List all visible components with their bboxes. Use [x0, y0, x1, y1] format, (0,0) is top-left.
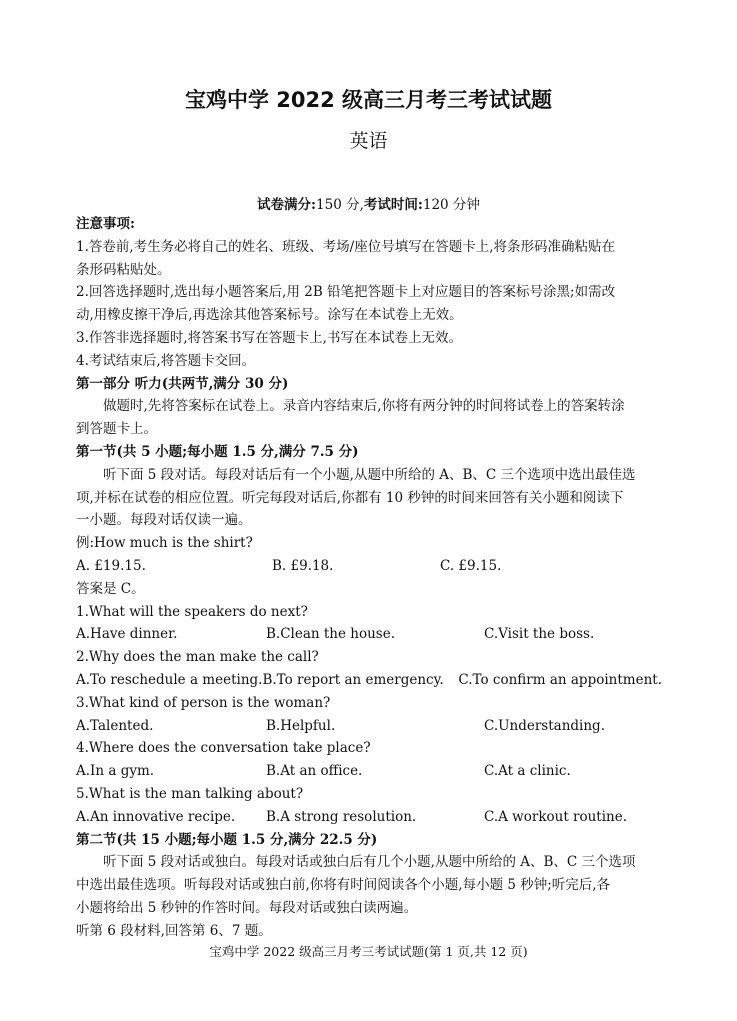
note-2-line-2: 动,用橡皮擦干净后,再选涂其他答案标号。涂写在本试卷上无效。 [76, 307, 463, 324]
question-3-options [76, 715, 662, 738]
question-4-options [76, 760, 662, 783]
section2-heading: 第二节(共 15 小题;每小题 1.5 分,满分 22.5 分) [76, 831, 378, 848]
question-2-option-b: B.To report an emergency. [262, 671, 444, 688]
question-1-option-a: A.Have dinner. [76, 626, 178, 643]
note-2-line-1: 2.回答选择题时,选出每小题答案后,用 2B 铅笔把答题卡上对应题目的答案标号涂黑;如需改 [76, 284, 616, 301]
section1-heading: 第一节(共 5 小题;每小题 1.5 分,满分 7.5 分) [76, 443, 359, 460]
subject-title: 英语 [349, 130, 388, 152]
question-3-option-a: A.Talented. [76, 717, 154, 734]
example-options [76, 555, 662, 578]
question-2: 2.Why does the man make the call? [76, 649, 319, 666]
question-1: 1.What will the speakers do next? [76, 603, 308, 620]
section2-intro-line-2: 中选出最佳选项。听每段对话或独白前,你将有时间阅读各个小题,每小题 5 秒钟;听完后,各 [76, 877, 611, 894]
section1-intro-line-1: 听下面 5 段对话。每段对话后有一个小题,从题中所给的 A、B、C 三个选项中选出最佳选 [103, 466, 636, 483]
part1-heading: 第一部分 听力(共两节,满分 30 分) [76, 375, 289, 392]
part1-intro-line-1: 做题时,先将答案标在试卷上。录音内容结束后,你将有两分钟的时间将试卷上的答案转涂 [103, 398, 625, 415]
time-value: 120 分钟 [422, 197, 480, 213]
question-1-option-c: C.Visit the boss. [484, 626, 595, 643]
question-2-option-a: A.To reschedule a meeting. [76, 671, 263, 688]
question-3-option-b: B.Helpful. [266, 717, 336, 734]
note-4: 4.考试结束后,将答题卡交回。 [76, 352, 256, 369]
question-4-option-c: C.At a clinic. [484, 763, 571, 780]
example-answer: 答案是 C。 [76, 580, 145, 597]
exam-meta [0, 193, 737, 213]
section1-intro-line-2: 项,并标在试卷的相应位置。听完每段对话后,你都有 10 秒钟的时间来回答有关小题和阅读下 [76, 489, 624, 506]
section1-intro-line-3: 一小题。每段对话仅读一遍。 [76, 512, 252, 529]
page-footer: 宝鸡中学 2022 级高三月考三考试试题(第 1 页,共 12 页) [209, 944, 528, 959]
listen-material-6: 听第 6 段材料,回答第 6、7 题。 [76, 922, 272, 939]
question-1-options [76, 623, 662, 646]
notes-heading: 注意事项: [76, 216, 135, 232]
question-5-option-a: A.An innovative recipe. [76, 808, 236, 825]
question-5: 5.What is the man talking about? [76, 785, 304, 802]
exam-title: 宝鸡中学 2022 级高三月考三考试试题 [184, 88, 553, 112]
note-1-line-1: 1.答卷前,考生务必将自己的姓名、班级、考场/座位号填写在答题卡上,将条形码准确粘贴在 [76, 238, 616, 255]
question-5-option-b: B.A strong resolution. [266, 808, 417, 825]
example-option-c: C. £9.15. [440, 557, 502, 574]
question-3-option-c: C.Understanding. [484, 717, 605, 734]
exam-body [76, 213, 662, 943]
question-2-option-c: C.To confirm an appointment. [458, 671, 662, 688]
question-2-options [76, 669, 662, 692]
question-5-options [76, 806, 662, 829]
example-question: 例:How much is the shirt? [76, 535, 253, 552]
question-4: 4.Where does the conversation take place? [76, 740, 371, 757]
full-score-label: 试卷满分: [257, 197, 317, 213]
full-score-value: 150 分, [316, 197, 364, 213]
question-4-option-a: A.In a gym. [76, 763, 155, 780]
question-5-option-c: C.A workout routine. [484, 808, 628, 825]
time-label: 考试时间: [363, 197, 423, 213]
question-3: 3.What kind of person is the woman? [76, 694, 331, 711]
question-4-option-b: B.At an office. [266, 763, 363, 780]
part1-intro-line-2: 到答题卡上。 [76, 421, 157, 438]
section2-intro-line-3: 小题将给出 5 秒钟的作答时间。每段对话或独白读两遍。 [76, 899, 418, 916]
example-option-b: B. £9.18. [272, 557, 334, 574]
note-3: 3.作答非选择题时,将答案书写在答题卡上,书写在本试卷上无效。 [76, 329, 462, 346]
example-option-a: A. £19.15. [76, 557, 146, 574]
section2-intro-line-1: 听下面 5 段对话或独白。每段对话或独白后有几个小题,从题中所给的 A、B、C 三个选项 [103, 854, 636, 871]
question-1-option-b: B.Clean the house. [266, 626, 396, 643]
note-1-line-2: 条形码粘贴处。 [76, 261, 171, 278]
